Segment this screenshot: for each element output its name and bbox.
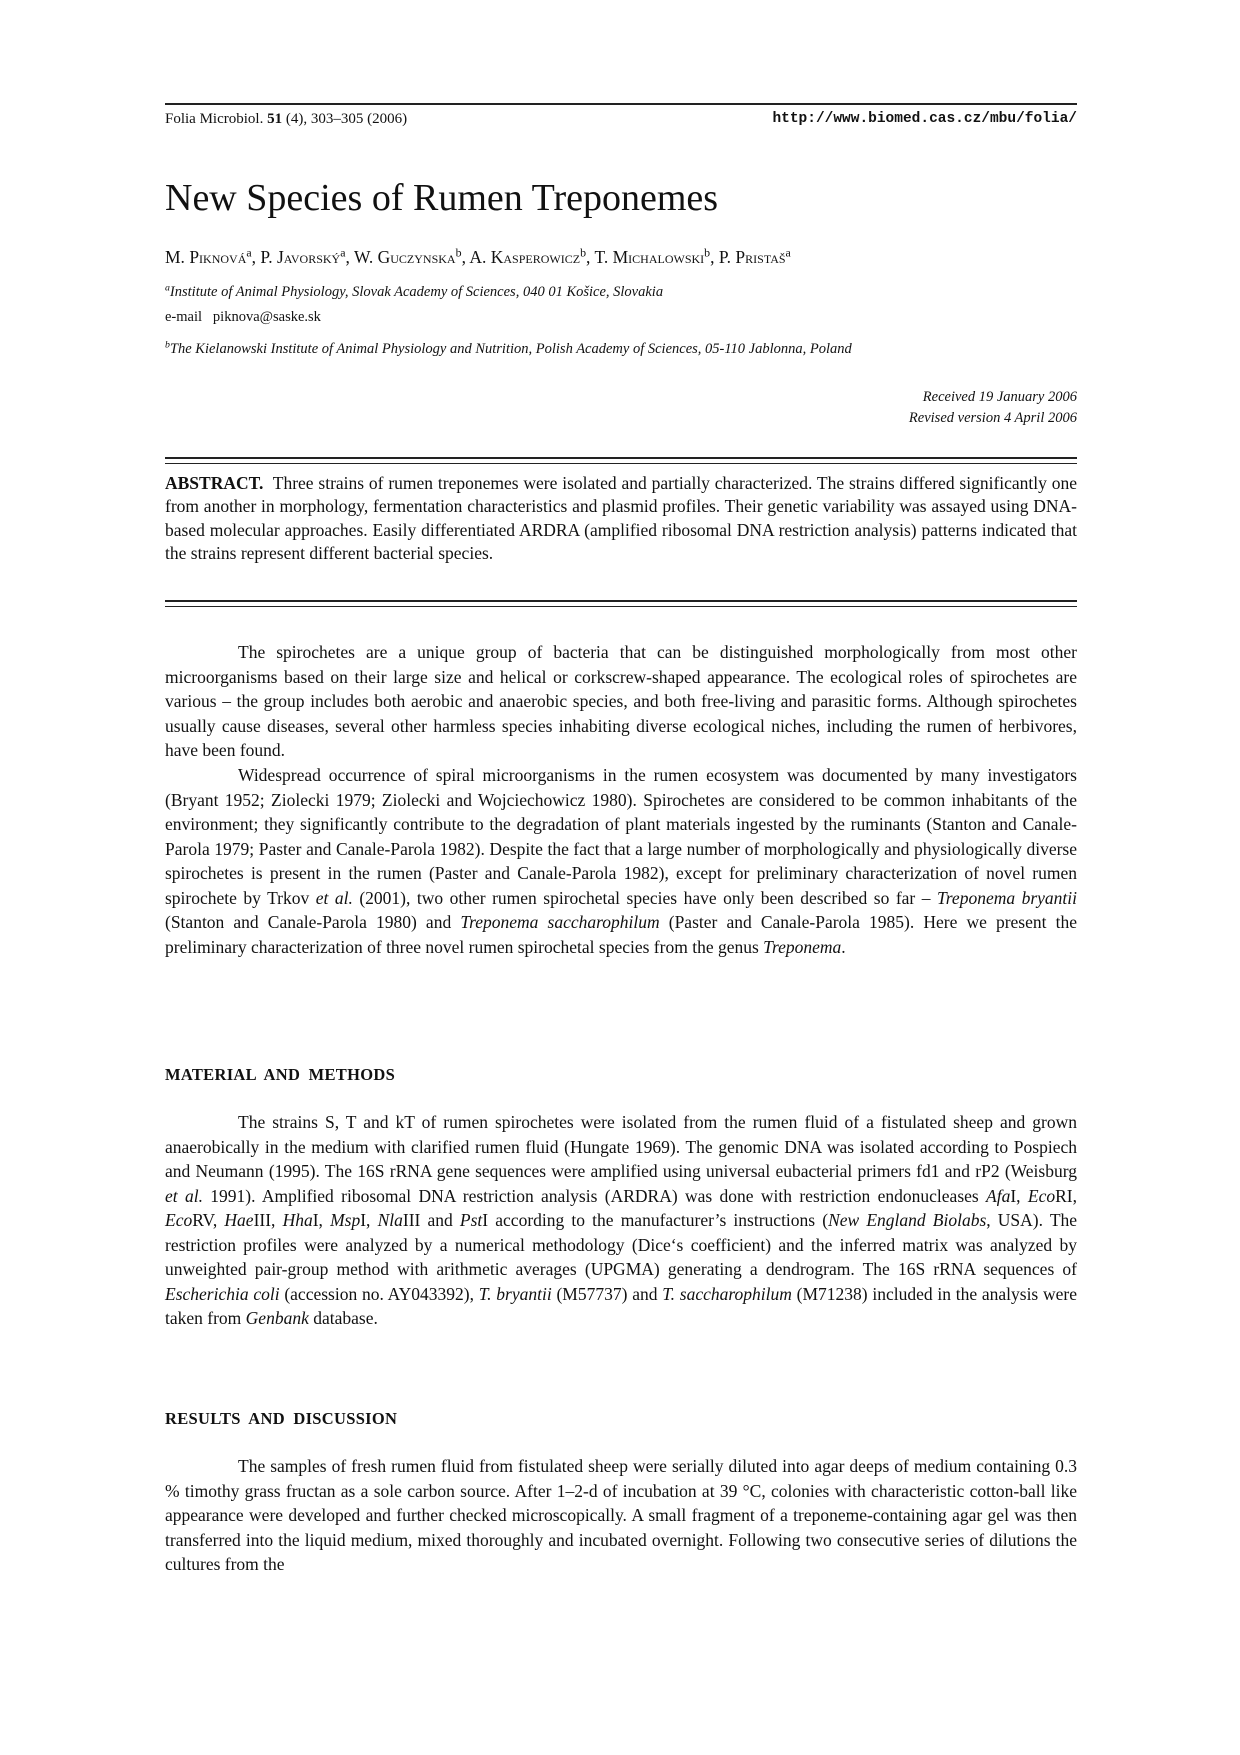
- manuscript-dates: [909, 387, 1077, 429]
- author: M. Piknová$^a$: [165, 245, 252, 267]
- contact-email: e-mail piknova@saske.sk: [165, 309, 321, 325]
- section-heading-results: RESULTS AND DISCUSSION: [165, 1409, 398, 1428]
- header-rule: [165, 103, 1077, 105]
- journal-url[interactable]: http://www.biomed.cas.cz/mbu/folia/: [772, 111, 1077, 127]
- intro-paragraph: Widespread occurrence of spiral microorganisms in the rumen ecosystem was documented by many investigators (Bryant 1952; Ziolecki 1979; Ziolecki and Wojciechowicz 1980). Spirochetes are considered to be common inhabitants of the environment; they significantly contribute to the degradation of plant materials ingested by the ruminants (Stanton and Canale-Parola 1979; Paster and Canale-Parola 1982). Despite the fact that a large number of morphologically and physiologically diverse spirochetes is present in the rumen (Paster and Canale-Parola 1982), except for preliminary characterization of novel rumen spirochete by Trkov et al. (2001), two other rumen spirochetal species have only been described so far – Treponema bryantii (Stanton and Canale-Parola 1980) and Treponema saccharophilum (Paster and Canale-Parola 1985). Here we present the preliminary characterization of three novel rumen spirochetal species from the genus Treponema.: [165, 765, 1078, 957]
- results-paragraph: The samples of fresh rumen fluid from fistulated sheep were serially diluted into agar deeps of medium containing 0.3 % timothy grass fructan as a sole carbon source. After 1–2-d of incubation at 39 °C, colonies with characteristic cotton-ball like appearance were developed and further checked microscopically. A small fragment of a treponeme-containing agar gel was then transferred into the liquid medium, mixed thoroughly and incubated overnight. Following two consecutive series of dilutions the cultures from the: [165, 1456, 1077, 1574]
- author: T. Michalowski$^b$: [594, 245, 711, 267]
- email-address[interactable]: piknova@saske.sk: [212, 309, 321, 325]
- author: P. Javorský$^a$: [260, 245, 346, 267]
- author: W. Guczynska$^b$: [353, 245, 462, 267]
- intro-paragraph: The spirochetes are a unique group of bacteria that can be distinguished morphologically from most other microorganisms based on their large size and helical or corkscrew-shaped appearance. The ecological roles of spirochetes are various – the group includes both aerobic and anaerobic species, and both free-living and parasitic forms. Although spirochetes usually cause diseases, several other harmless species inhabiting diverse ecological niches, including the rumen of herbivores, have been found.: [165, 642, 1077, 760]
- affiliation-b: $^b$The Kielanowski Institute of Animal Physiology and Nutrition, Polish Academy of Sciences, 05-110 Jablonna, Poland: [165, 339, 852, 357]
- abstract-label: ABSTRACT.: [165, 473, 264, 493]
- author: A. Kasperowicz$^b$: [469, 245, 587, 267]
- affiliation-a: $^a$Institute of Animal Physiology, Slovak Academy of Sciences, 040 01 Košice, Slovakia: [165, 282, 664, 300]
- article-title: New Species of Rumen Treponemes: [165, 177, 719, 219]
- revised-date: Revised version 4 April 2006: [908, 410, 1077, 426]
- abstract: [165, 472, 1077, 565]
- abstract-text: Three strains of rumen treponemes were isolated and partially characterized. The strains differed significantly one from another in morphology, fermentation characteristics and plasmid profiles. Their genetic variability was assayed using DNA-based molecular approaches. Easily differentiated ARDRA (amplified ribosomal DNA restriction analysis) patterns indicated that the strains represent different bacterial species.: [165, 473, 1077, 563]
- author: P. Pristaš$^a$: [718, 245, 791, 267]
- journal-citation: Folia Microbiol. 51 (4), 303–305 (2006): [165, 111, 408, 127]
- methods-paragraph: The strains S, T and kT of rumen spirochetes were isolated from the rumen fluid of a fistulated sheep and grown anaerobically in the medium with clarified rumen fluid (Hungate 1969). The genomic DNA was isolated according to Pospiech and Neumann (1995). The 16S rRNA gene sequences were amplified using universal eubacterial primers fd1 and rP2 (Weisburg et al. 1991). Amplified ribosomal DNA restriction analysis (ARDRA) was done with restriction endonucleases AfaI, EcoRI, EcoRV, HaeIII, HhaI, MspI, NlaIII and PstI according to the manufacturer’s instructions (New England Biolabs, USA). The restriction profiles were analyzed by a numerical methodology (Dice‘s coefficient) and the inferred matrix was analyzed by unweighted pair-group method with arithmetic averages (UPGMA) generating a dendrogram. The 16S rRNA sequences of Escherichia coli (accession no. AY043392), T. bryantii (M57737) and T. saccharophilum (M71238) included in the analysis were taken from Genbank database.: [165, 1112, 1078, 1328]
- received-date: Received 19 January 2006: [922, 389, 1077, 405]
- section-heading-methods: MATERIAL AND METHODS: [165, 1065, 396, 1084]
- volume: 51: [267, 111, 283, 127]
- abstract-top-rule: [165, 457, 1077, 464]
- author-list: M. Piknová$^a$, P. Javorský$^a$, W. Guczynska$^b$, A. Kasperowicz$^b$, T. Michalowski$^b$, P. Pristaš$^a$: [165, 245, 791, 267]
- abstract-bottom-rule: [165, 600, 1077, 607]
